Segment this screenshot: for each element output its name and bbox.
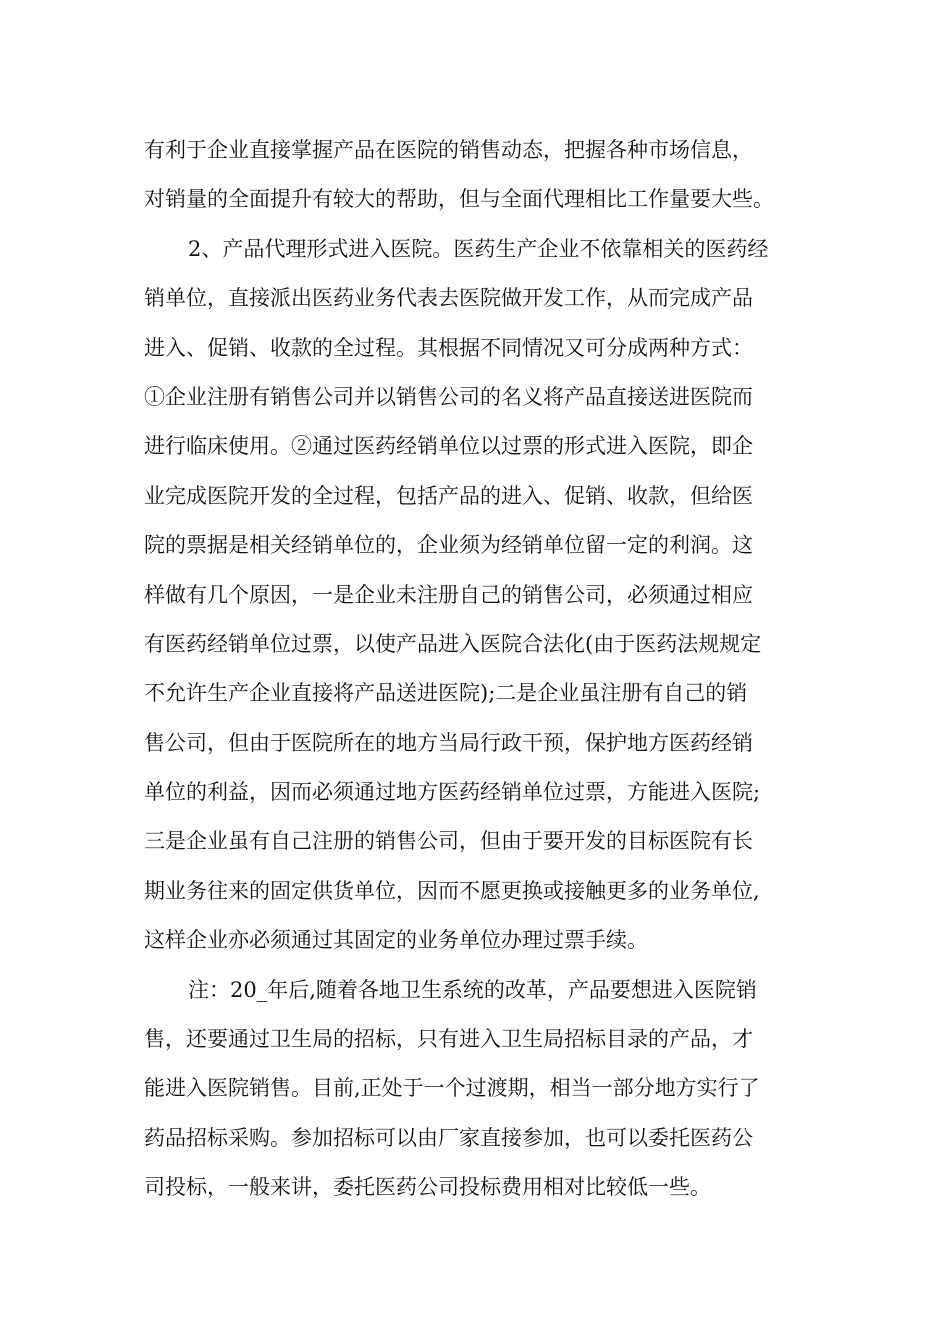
text-line-14: 单位的利益，因而必须通过地方医药经销单位过票，方能进入医院; [144, 780, 761, 805]
text-line-9: 院的票据是相关经销单位的，企业须为经销单位留一定的利润。这 [144, 533, 753, 558]
text-line-6: ①企业注册有销售公司并以销售公司的名义将产品直接送进医院而 [144, 384, 753, 409]
text-line-12: 不允许生产企业直接将产品送进医院);二是企业虽注册有自己的销 [144, 681, 748, 706]
text-line-18: 注：20_年后,随着各地卫生系统的改革，产品要想进入医院销 [188, 977, 757, 1002]
text-line-19: 售，还要通过卫生局的招标，只有进入卫生局招标目录的产品，才 [144, 1027, 753, 1052]
text-line-16: 期业务往来的固定供货单位，因而不愿更换或接触更多的业务单位, [144, 878, 760, 903]
text-line-22: 司投标，一般来讲，委托医药公司投标费用相对比较低一些。 [144, 1175, 711, 1200]
text-line-8: 业完成医院开发的全过程，包括产品的进入、促销、收款，但给医 [144, 483, 753, 508]
text-line-13: 售公司，但由于医院所在的地方当局行政干预，保护地方医药经销 [144, 730, 753, 755]
text-line-2: 对销量的全面提升有较大的帮助，但与全面代理相比工作量要大些。 [144, 187, 774, 212]
text-line-10: 样做有几个原因，一是企业未注册自己的销售公司，必须通过相应 [144, 582, 753, 607]
text-line-4: 销单位，直接派出医药业务代表去医院做开发工作，从而完成产品 [144, 286, 753, 311]
text-line-11: 有医药经销单位过票，以使产品进入医院合法化(由于医药法规规定 [144, 631, 762, 656]
text-line-5: 进入、促销、收款的全过程。其根据不同情况又可分成两种方式： [144, 335, 753, 360]
text-line-17: 这样企业亦必须通过其固定的业务单位办理过票手续。 [144, 928, 648, 953]
text-line-1: 有利于企业直接掌握产品在医院的销售动态，把握各种市场信息， [144, 138, 753, 162]
text-line-21: 药品招标采购。参加招标可以由厂家直接参加，也可以委托医药公 [144, 1125, 753, 1150]
document-body [144, 126, 824, 1213]
text-line-3: 2、产品代理形式进入医院。医药生产企业不依靠相关的医药经 [188, 236, 769, 261]
text-line-15: 三是企业虽有自己注册的销售公司，但由于要开发的目标医院有长 [144, 829, 753, 854]
text-line-7: 进行临床使用。②通过医药经销单位以过票的形式进入医院，即企 [144, 434, 753, 459]
text-line-20: 能进入医院销售。目前,正处于一个过渡期，相当一部分地方实行了 [144, 1076, 760, 1101]
